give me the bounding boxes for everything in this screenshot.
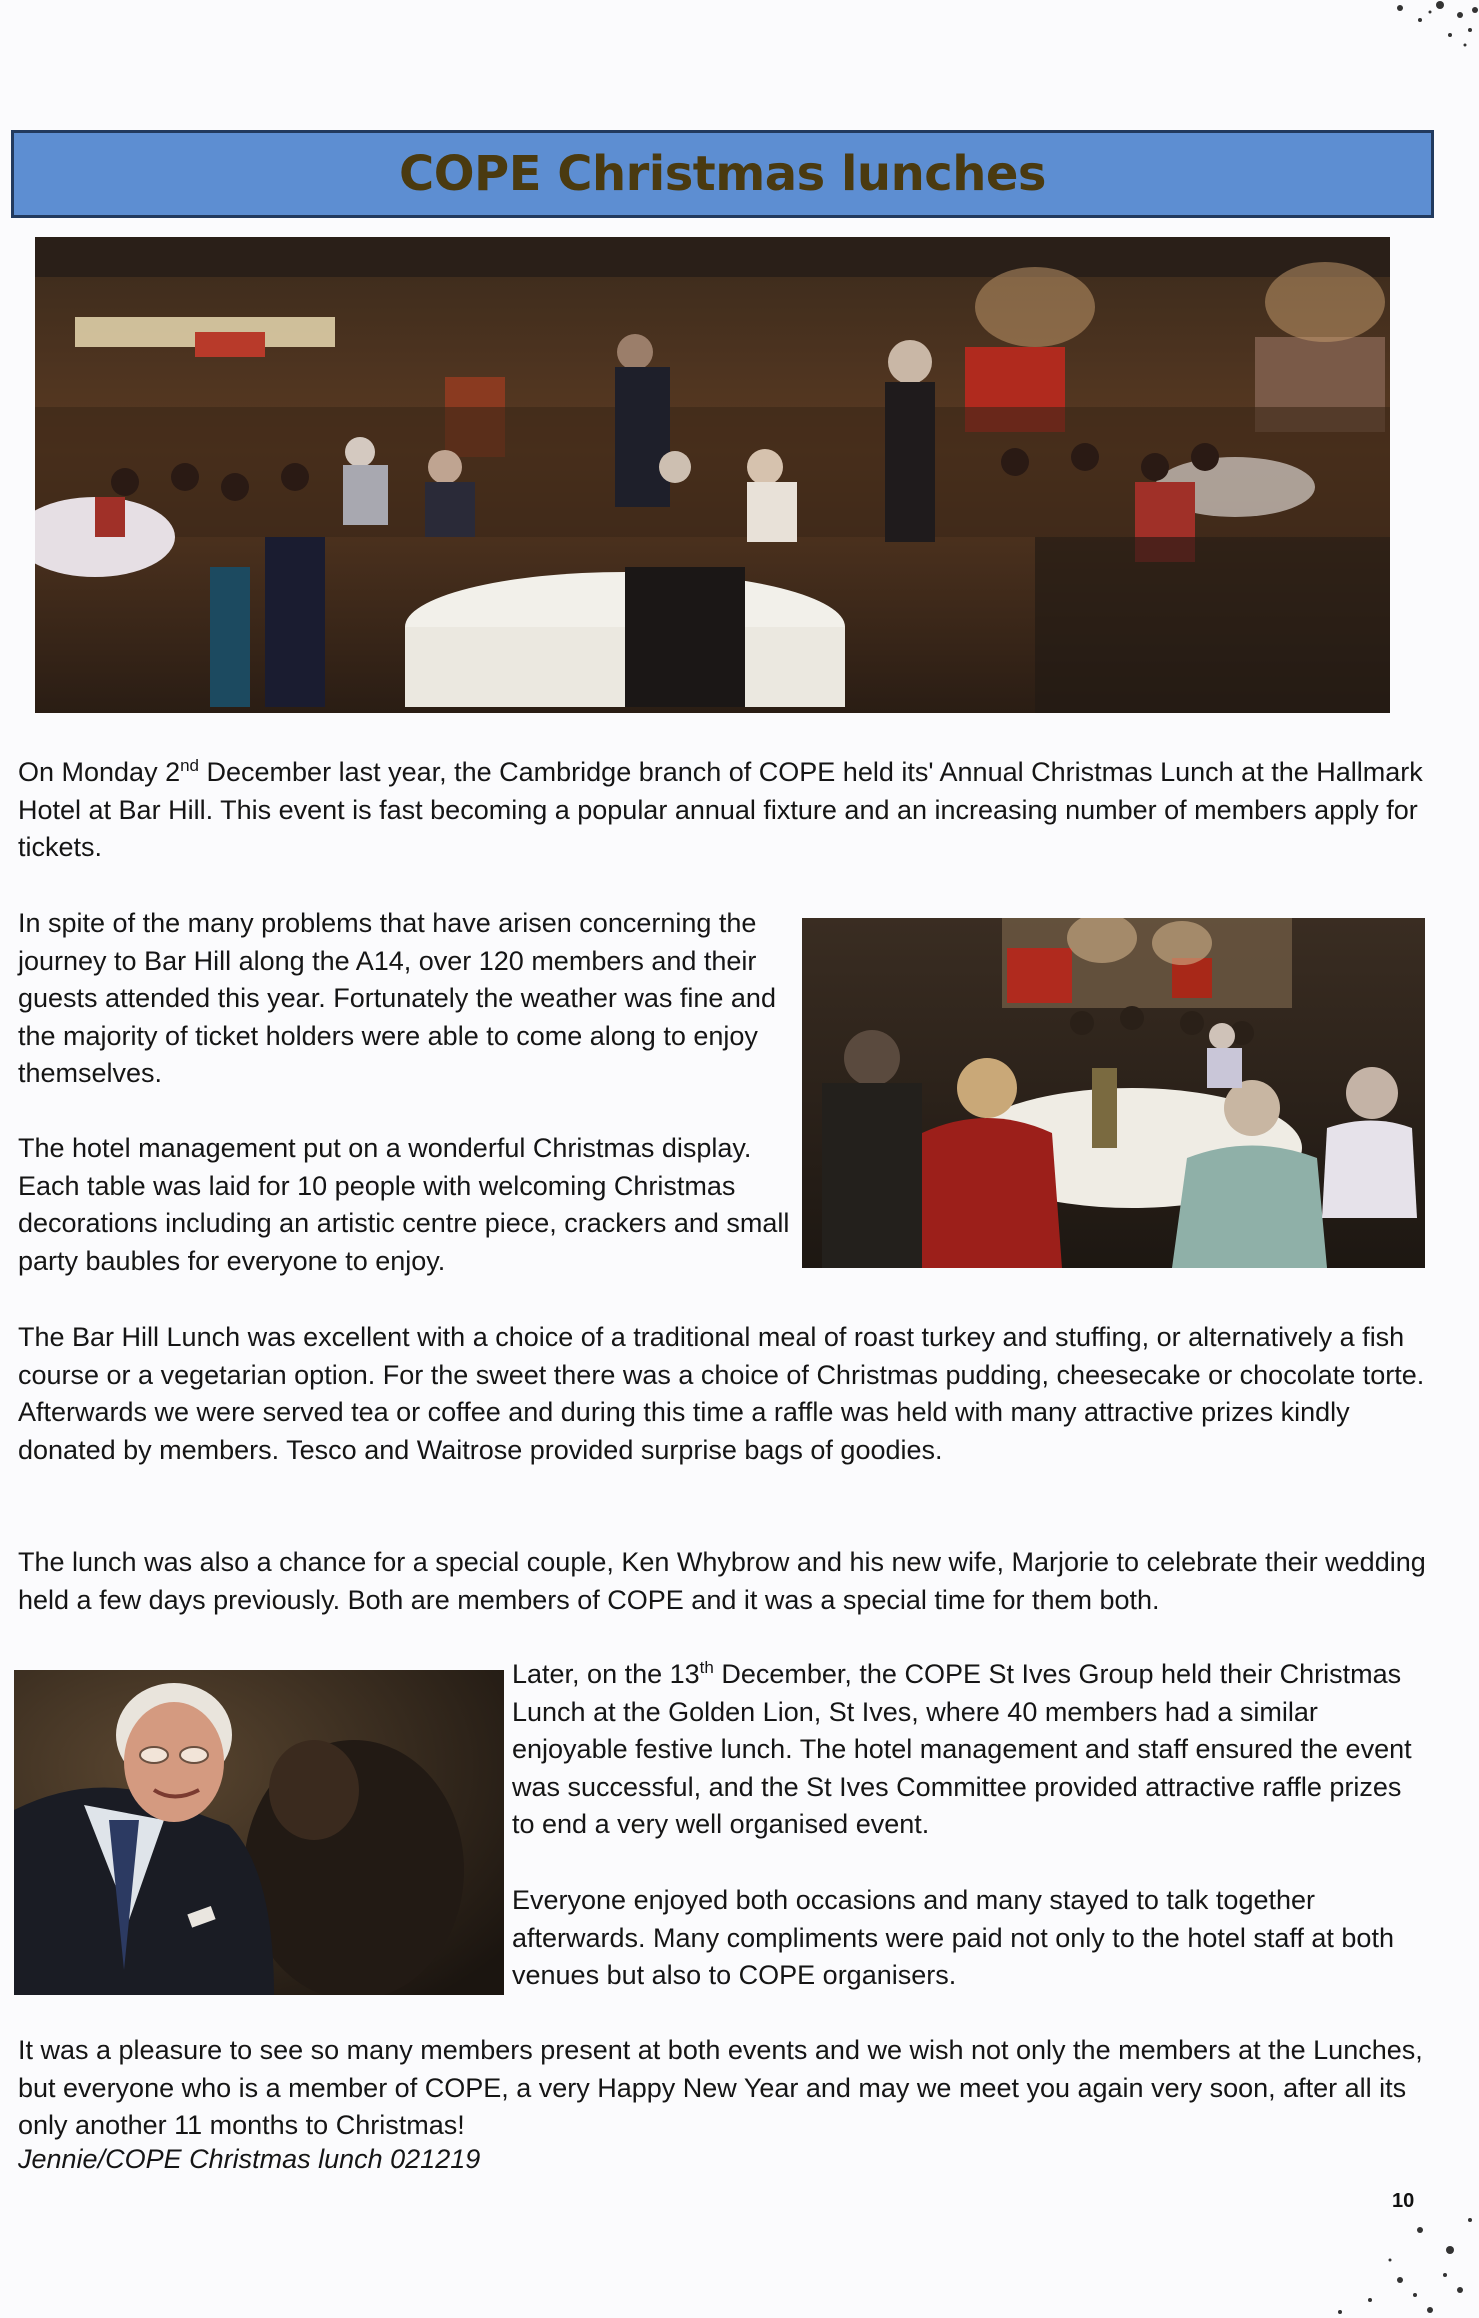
paragraph-hotel-display: The hotel management put on a wonderful Christmas display. Each table was laid for 10 people with welcoming Christmas decorations including an artistic centre piece, crackers and small party baubles for everyone to enjoy. <box>18 1133 790 1276</box>
paragraph-journey: In spite of the many problems that have arisen concerning the journey to Bar Hill along the A14, over 120 members and their guests attended this year. Fortunately the weather was fine and the majority of ticket holders were able to come along to enjoy themselves. <box>18 908 776 1088</box>
paragraph-intro-start: On Monday 2 <box>18 757 181 787</box>
banquet-hall-photo <box>35 237 1390 713</box>
paragraph-st-ives <box>512 1656 1430 1844</box>
paragraph-wedding: The lunch was also a chance for a special couple, Ken Whybrow and his new wife, Marjorie to celebrate their wedding held a few days previously. Both are members of COPE and it was a special time for them both. <box>18 1547 1426 1615</box>
paragraph-intro-rest: December last year, the Cambridge branch of COPE held its' Annual Christmas Lunch at the Hallmark Hotel at Bar Hill. This event is fast becoming a popular annual fixture and an increasing number of members apply for tickets. <box>18 757 1423 862</box>
paragraph-st-ives-start: Later, on the 13 <box>512 1659 700 1689</box>
signature-line: Jennie/COPE Christmas lunch 021219 <box>18 2144 481 2174</box>
smiling-gentleman-photo <box>14 1670 504 1995</box>
guests-at-table-photo <box>802 918 1425 1268</box>
paragraph-intro <box>18 754 1428 867</box>
scan-speckle-bottom-right <box>1220 2200 1479 2318</box>
paragraph-compliments: Everyone enjoyed both occasions and many stayed to talk together afterwards. Many compliments were paid not only to the hotel staff at both venues but also to COPE organisers. <box>512 1885 1394 1990</box>
scan-speckle-top-right <box>1300 0 1479 80</box>
page-number: 10 <box>1392 2190 1415 2212</box>
ordinal-suffix: th <box>699 1658 714 1677</box>
paragraph-st-ives-rest: December, the COPE St Ives Group held their Christmas Lunch at the Golden Lion, St Ives, where 40 members had a similar enjoyable festive lunch. The hotel management and staff ensured the event was successful, and the St Ives Committee provided attractive raffle prizes to end a very well organised event. <box>512 1659 1412 1839</box>
page-title: COPE Christmas lunches <box>399 146 1046 202</box>
ordinal-suffix: nd <box>180 756 200 775</box>
paragraph-closing: It was a pleasure to see so many members present at both events and we wish not only the members at the Lunches, but everyone who is a member of COPE, a very Happy New Year and may we meet you again very soon, after all its only another 11 months to Christmas! <box>18 2035 1423 2140</box>
title-banner <box>11 130 1434 218</box>
paragraph-menu: The Bar Hill Lunch was excellent with a choice of a traditional meal of roast turkey and stuffing, or alternatively a fish course or a vegetarian option. For the sweet there was a choice of Christmas pudding, cheesecake or chocolate torte. Afterwards we were served tea or coffee and during this time a raffle was held with many attractive prizes kindly donated by members. Tesco and Waitrose provided surprise bags of goodies. <box>18 1322 1425 1465</box>
